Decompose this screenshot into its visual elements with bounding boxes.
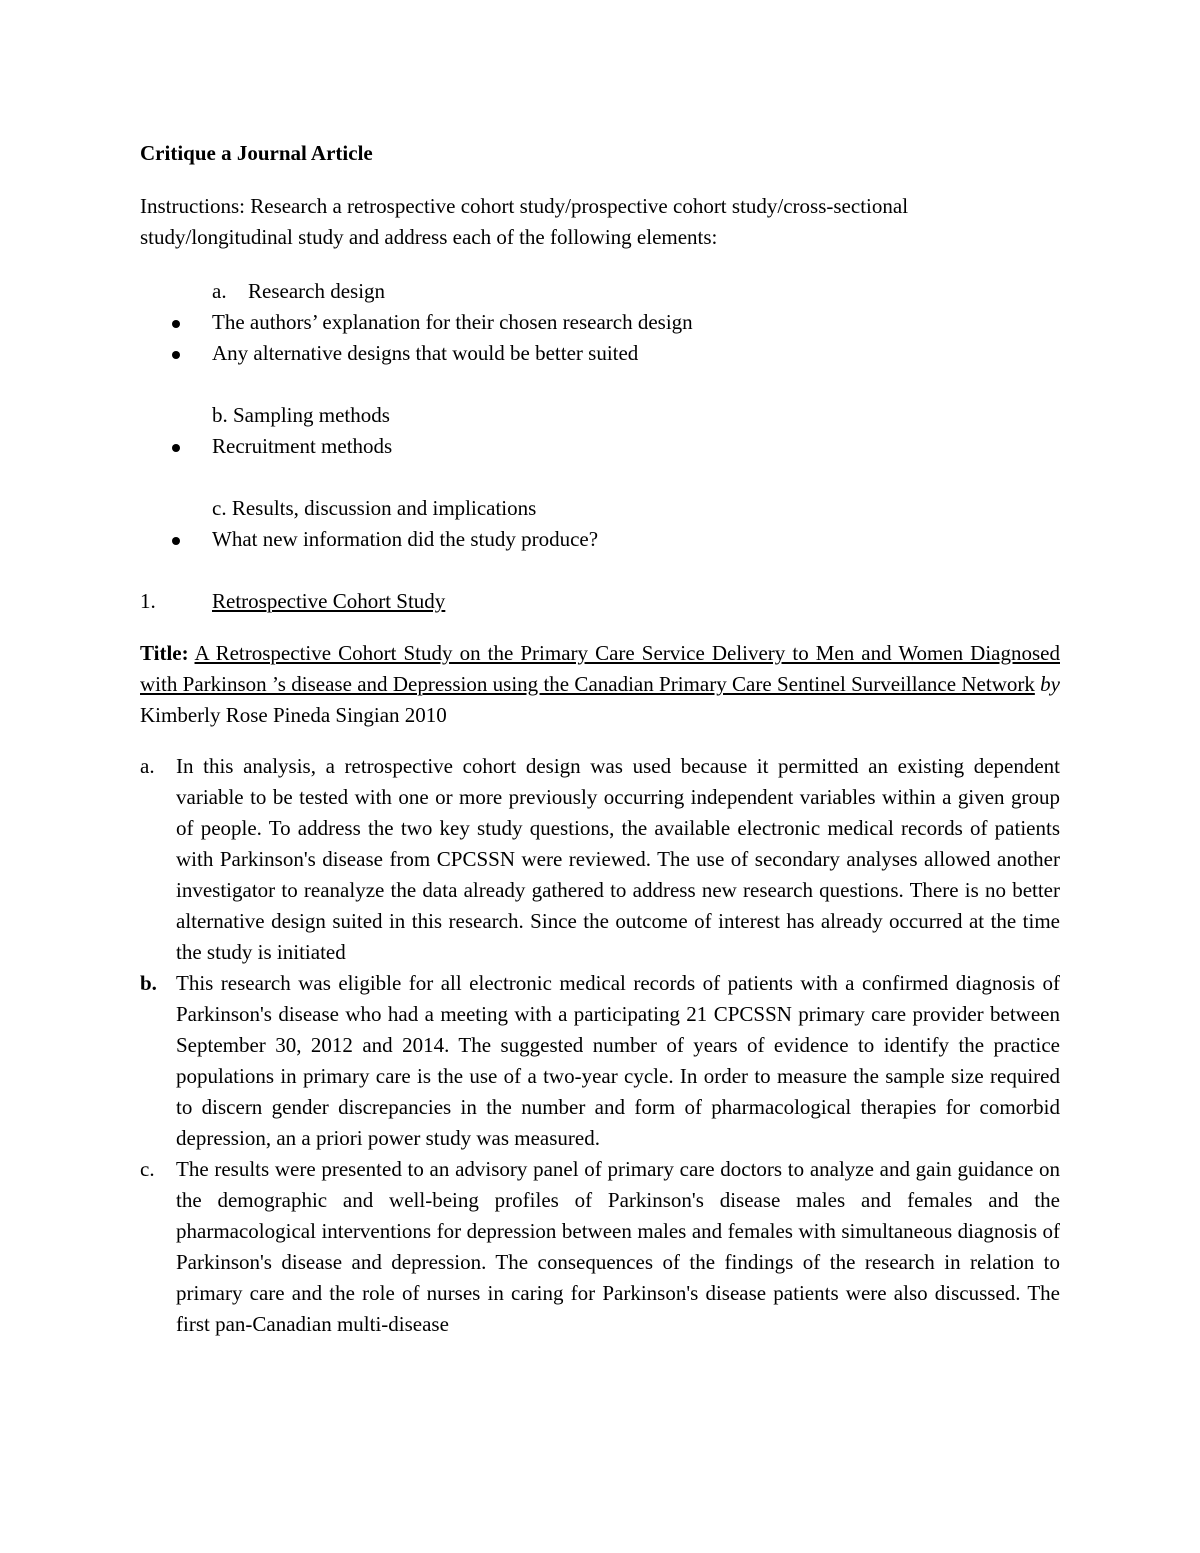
answer-mark: b. (140, 971, 157, 995)
study-title (140, 638, 1060, 731)
bullet-item (140, 338, 1060, 369)
section-heading-text: Retrospective Cohort Study (212, 589, 446, 613)
bullet-item (140, 524, 1060, 555)
answer-mark: c. (140, 1157, 155, 1181)
element-a (212, 276, 1060, 307)
bullet-icon (172, 351, 180, 359)
answer-item-b (140, 968, 1060, 1154)
bullet-item (140, 431, 1060, 462)
study-title-label: Title: (140, 641, 189, 665)
instructions-text: Instructions: Research a retrospective cohort study/prospective cohort study/cross-sectional study/longitudinal study and address each of the following elements: (140, 194, 909, 249)
answer-text: The results were presented to an advisory panel of primary care doctors to analyze and gain guidance on the demographic and well-being profiles of Parkinson's disease males and females and the pharmacological interventions for depression between males and females with simultaneous diagnosis of Parkinson's disease and depression. The consequences of the findings of the research in relation to primary care and the role of nurses in caring for Parkinson's disease patients were also discussed. The first pan-Canadian multi-disease (176, 1157, 1060, 1336)
study-title-text: A Retrospective Cohort Study on the Primary Care Service Delivery to Men and Women Diagnosed with Parkinson ’s disease and Depression using the Canadian Primary Care Sentinel Surveillance Network (140, 641, 1060, 696)
answer-item-a (140, 751, 1060, 968)
document-page (140, 138, 1060, 1340)
bullet-text: What new information did the study produce? (212, 527, 599, 551)
answer-item-c (140, 1154, 1060, 1340)
section-number: 1. (140, 589, 156, 613)
answer-mark: a. (140, 754, 155, 778)
element-c: c. Results, discussion and implications (212, 496, 537, 520)
section-heading (140, 586, 1060, 617)
element-a-label: a. (212, 279, 227, 303)
bullet-icon (172, 537, 180, 545)
bullet-icon (172, 320, 180, 328)
bullet-text: The authors’ explanation for their chosen research design (212, 310, 693, 334)
bullet-item (140, 307, 1060, 338)
bullet-text: Any alternative designs that would be better suited (212, 341, 639, 365)
element-b: b. Sampling methods (212, 403, 390, 427)
answer-text: In this analysis, a retrospective cohort design was used because it permitted an existing dependent variable to be tested with one or more previously occurring independent variables within a given group of people. To address the two key study questions, the available electronic medical records of patients with Parkinson's disease from CPCSSN were reviewed. The use of secondary analyses allowed another investigator to reanalyze the data already gathered to address new research questions. There is no better alternative design suited in this research. Since the outcome of interest has already occurred at the time the study is initiated (176, 754, 1060, 964)
element-a-text: Research design (248, 279, 386, 303)
study-author: Kimberly Rose Pineda Singian 2010 (140, 703, 447, 727)
study-by: by (1040, 672, 1060, 696)
bullet-text: Recruitment methods (212, 434, 393, 458)
answer-text: This research was eligible for all electronic medical records of patients with a confirmed diagnosis of Parkinson's disease who had a meeting with a participating 21 CPCSSN primary care provider between September 30, 2012 and 2014. The suggested number of years of evidence to identify the practice populations in primary care is the use of a two-year cycle. In order to measure the sample size required to discern gender discrepancies in the number and form of pharmacological therapies for comorbid depression, an a priori power study was measured. (176, 971, 1060, 1150)
document-title: Critique a Journal Article (140, 141, 373, 165)
bullet-icon (172, 444, 180, 452)
